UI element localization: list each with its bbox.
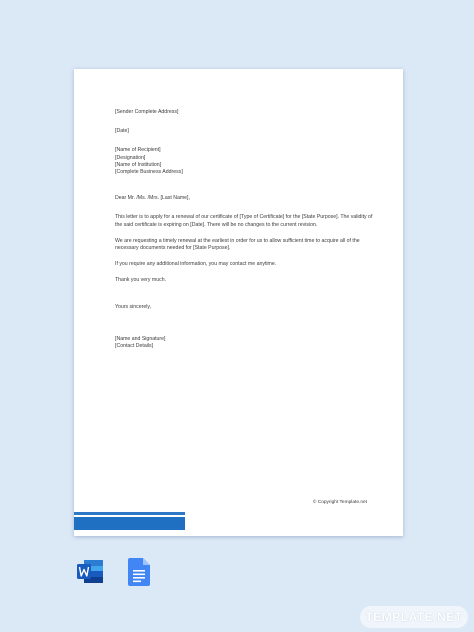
signature-name: [Name and Signature] xyxy=(115,335,166,342)
body-paragraph-4: Thank you very much. xyxy=(115,277,167,284)
recipient-name: [Name of Recipient] xyxy=(115,147,161,154)
signature-contact: [Contact Details] xyxy=(115,343,154,350)
sender-address: [Sender Complete Address] xyxy=(115,109,179,115)
document-page xyxy=(74,69,403,536)
accent-bar-thin xyxy=(74,512,185,515)
copyright-notice: © Copyright Template.net xyxy=(312,500,367,505)
microsoft-word-icon[interactable] xyxy=(77,558,104,585)
body-paragraph-1: This letter is to apply for a renewal of our certificate of [Type of Certificate] for the [State Purpose]. The validity of the said certificate is expiring on [Date]. There will be no changes to the current revision. xyxy=(115,214,373,228)
body-paragraph-2: We are requesting a timely renewal at the earliest in order for us to allow sufficient time to acquire all of the necessary documents needed for [State Purpose]. xyxy=(115,237,360,252)
recipient-address: [Complete Business Address] xyxy=(115,169,183,176)
recipient-designation: [Designation] xyxy=(115,154,146,161)
template-net-watermark xyxy=(360,606,468,628)
letter-date: [Date] xyxy=(115,128,129,135)
body-paragraph-3: If you require any additional information, you may contact me anytime. xyxy=(115,261,277,268)
salutation: Dear Mr. /Ms. /Mrs. [Last Name], xyxy=(115,195,190,202)
watermark-text: TEMPLATE.NET xyxy=(365,610,463,624)
accent-bar-thick xyxy=(74,517,185,530)
closing: Yours sincerely, xyxy=(115,303,152,310)
letter-body xyxy=(115,109,375,350)
recipient-institution: [Name of Institution] xyxy=(115,161,162,168)
google-docs-icon[interactable] xyxy=(128,558,150,586)
